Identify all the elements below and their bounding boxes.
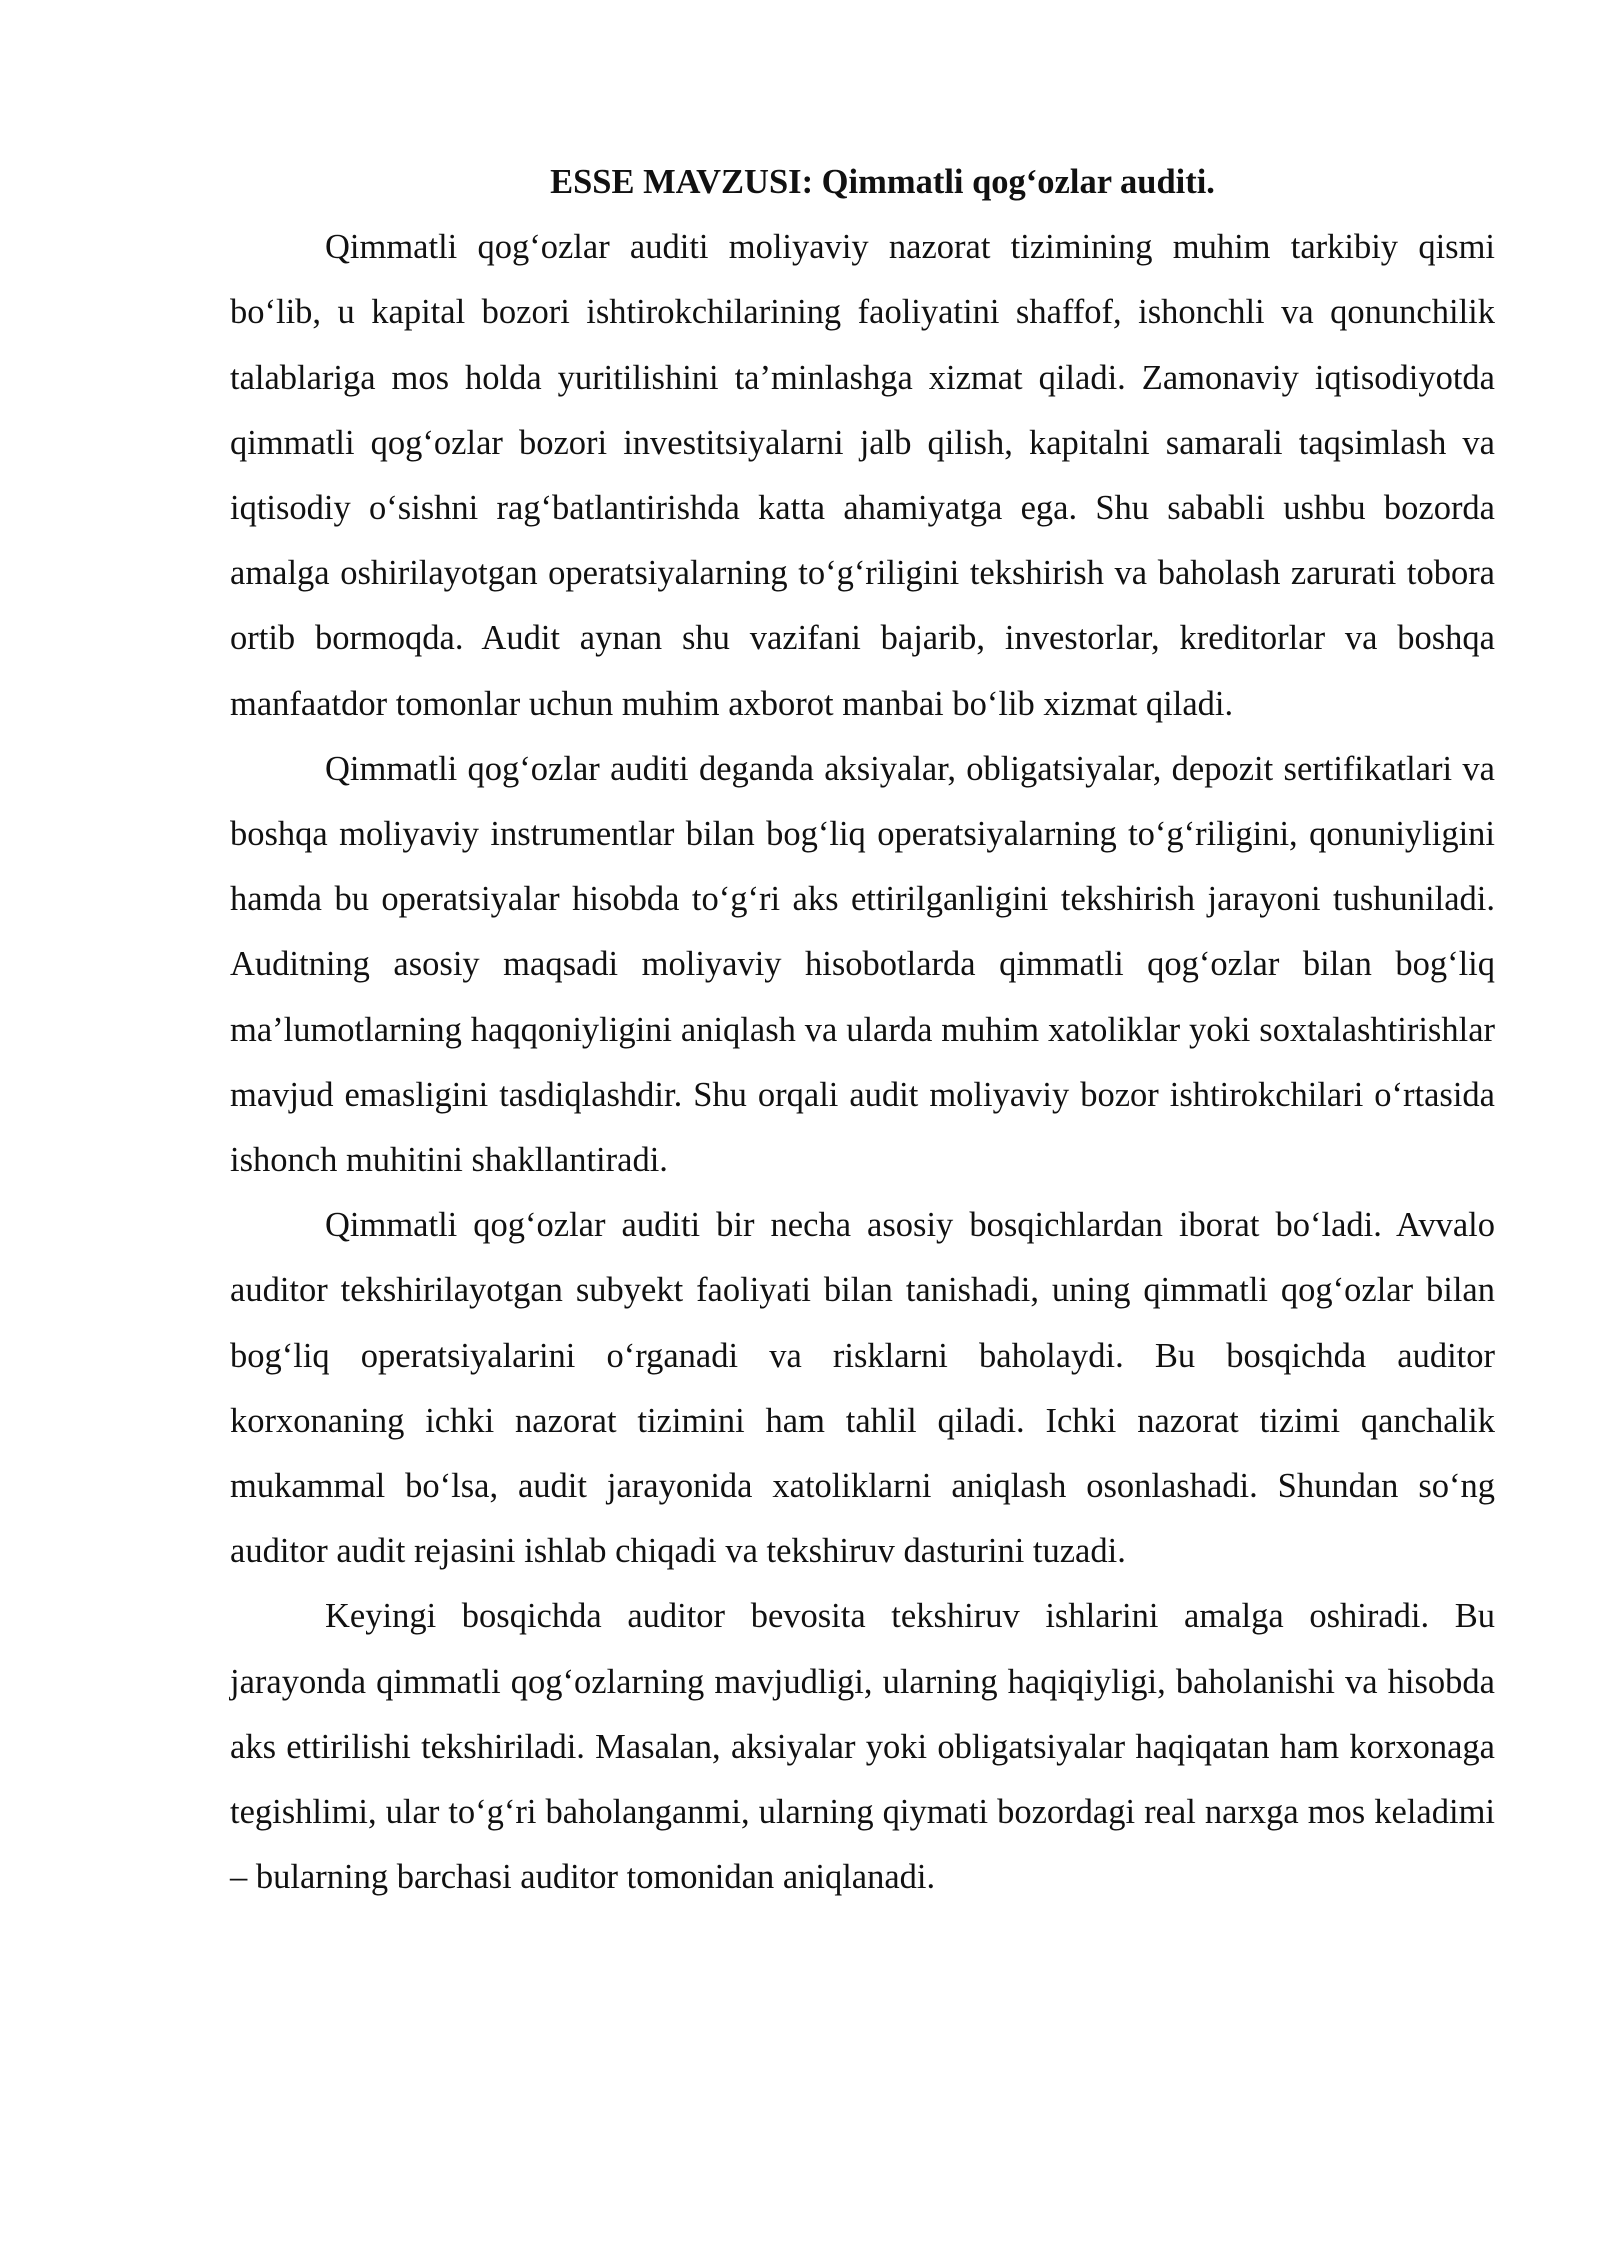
paragraph-4: Keyingi bosqichda auditor bevosita tekshiruv ishlarini amalga oshiradi. Bu jarayonda qimmatli qog‘ozlarning mavjudligi, ularning haqiqiyligi, baholanishi va hisobda aks ettirilishi tekshiriladi. Masalan, aksiyalar yoki obligatsiyalar haqiqatan ham korxonaga tegishlimi, ular to‘g‘ri baholanganmi, ularning qiymati bozordagi real narxga mos keladimi – bularning barchasi auditor tomonidan aniqlanadi. (230, 1597, 1495, 1897)
essay-title: ESSE MAVZUSI: Qimmatli qog‘ozlar auditi. (550, 163, 1215, 201)
document-page (230, 150, 1495, 1910)
paragraph-1: Qimmatli qog‘ozlar auditi moliyaviy nazorat tizimining muhim tarkibiy qismi bo‘lib, u kapital bozori ishtirokchilarining faoliyatini shaffof, ishonchli va qonunchilik talablariga mos holda yuritilishini ta’minlashga xizmat qiladi. Zamonaviy iqtisodiyotda qimmatli qog‘ozlar bozori investitsiyalarni jalb qilish, kapitalni samarali taqsimlash va iqtisodiy o‘sishni rag‘batlantirishda katta ahamiyatga ega. Shu sababli ushbu bozorda amalga oshirilayotgan operatsiyalarning to‘g‘riligini tekshirish va baholash zarurati tobora ortib bormoqda. Audit aynan shu vazifani bajarib, investorlar, kreditorlar va boshqa manfaatdor tomonlar uchun muhim axborot manbai bo‘lib xizmat qiladi. (230, 228, 1495, 723)
paragraph-3: Qimmatli qog‘ozlar auditi bir necha asosiy bosqichlardan iborat bo‘ladi. Avvalo auditor tekshirilayotgan subyekt faoliyati bilan tanishadi, uning qimmatli qog‘ozlar bilan bog‘liq operatsiyalarini o‘rganadi va risklarni baholaydi. Bu bosqichda auditor korxonaning ichki nazorat tizimini ham tahlil qiladi. Ichki nazorat tizimi qanchalik mukammal bo‘lsa, audit jarayonida xatoliklarni aniqlash osonlashadi. Shundan so‘ng auditor audit rejasini ishlab chiqadi va tekshiruv dasturini tuzadi. (230, 1206, 1495, 1571)
paragraph-2: Qimmatli qog‘ozlar auditi deganda aksiyalar, obligatsiyalar, depozit sertifikatlari va boshqa moliyaviy instrumentlar bilan bog‘liq operatsiyalarning to‘g‘riligini, qonuniyligini hamda bu operatsiyalar hisobda to‘g‘ri aks ettirilganligini tekshirish jarayoni tushuniladi. Auditning asosiy maqsadi moliyaviy hisobotlarda qimmatli qog‘ozlar bilan bog‘liq ma’lumotlarning haqqoniyligini aniqlash va ularda muhim xatoliklar yoki soxtalashtirishlar mavjud emasligini tasdiqlashdir. Shu orqali audit moliyaviy bozor ishtirokchilari o‘rtasida ishonch muhitini shakllantiradi. (230, 749, 1495, 1180)
